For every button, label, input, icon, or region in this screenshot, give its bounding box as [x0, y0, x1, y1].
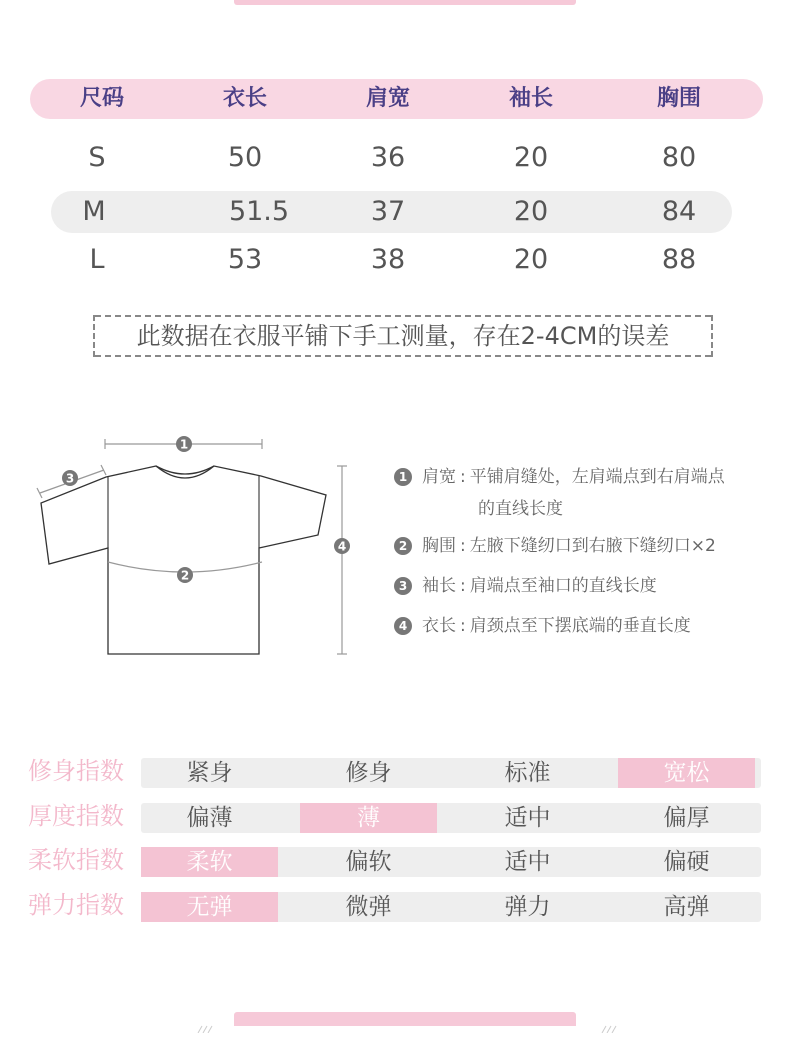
header-shoulder: 肩宽	[365, 86, 410, 111]
svg-text:4: 4	[337, 539, 347, 554]
thickness-index-bar	[141, 803, 761, 833]
body-length-line	[337, 466, 347, 654]
index-option: 偏厚	[663, 805, 710, 831]
cell-length: 50	[227, 142, 263, 173]
header-chest: 胸围	[656, 86, 701, 111]
svg-text:2: 2	[180, 568, 190, 583]
cell-chest: 80	[661, 142, 697, 173]
marker-1-icon	[176, 436, 192, 452]
decor-slash-right-icon	[600, 1018, 618, 1026]
cell-shoulder: 36	[370, 142, 406, 173]
number-4-icon: 4	[394, 617, 412, 635]
index-option: 偏硬	[663, 849, 710, 875]
top-section-bar	[234, 0, 576, 5]
legend-item-chest: 2 胸围 : 左腋下缝纫口到右腋下缝纫口×2	[394, 534, 716, 558]
elasticity-index-bar	[141, 892, 761, 922]
legend-item-shoulder-cont: 的直线长度	[478, 499, 563, 519]
elasticity-index-title: 弹力指数	[28, 891, 124, 919]
cell-sleeve: 20	[513, 196, 549, 227]
svg-text:3: 3	[65, 471, 75, 486]
index-option: 适中	[504, 805, 551, 831]
thickness-index-title: 厚度指数	[28, 802, 124, 830]
index-option-selected: 柔软	[141, 847, 278, 877]
cell-sleeve: 20	[513, 244, 549, 275]
index-option: 微弹	[345, 894, 392, 920]
number-3-icon: 3	[394, 577, 412, 595]
header-sleeve: 袖长	[508, 86, 553, 111]
index-option-selected: 无弹	[141, 892, 278, 922]
marker-3-icon	[62, 470, 78, 486]
index-option: 紧身	[186, 760, 233, 786]
bottom-section-bar	[234, 1012, 576, 1026]
cell-size: M	[82, 196, 106, 227]
index-option: 标准	[504, 760, 551, 786]
header-length: 衣长	[222, 86, 267, 111]
softness-index-bar	[141, 847, 761, 877]
cell-size: S	[88, 142, 106, 173]
fit-index-title: 修身指数	[28, 757, 124, 785]
index-option: 修身	[345, 760, 392, 786]
index-option: 适中	[504, 849, 551, 875]
number-2-icon: 2	[394, 537, 412, 555]
cell-chest: 84	[661, 196, 697, 227]
header-size: 尺码	[79, 86, 124, 111]
legend-item-shoulder: 1 肩宽 : 平铺肩缝处，左肩端点到右肩端点	[394, 465, 725, 489]
index-option-selected: 薄	[300, 803, 437, 833]
marker-4-icon	[334, 538, 350, 554]
tshirt-measure-diagram	[30, 430, 370, 670]
index-option-selected: 宽松	[618, 758, 755, 788]
measurement-note-text: 此数据在衣服平铺下手工测量，存在2-4CM的误差	[136, 322, 670, 350]
tshirt-outline	[41, 466, 326, 654]
cell-sleeve: 20	[513, 142, 549, 173]
cell-shoulder: 38	[370, 244, 406, 275]
softness-index-title: 柔软指数	[28, 846, 124, 874]
measurement-note	[93, 315, 713, 357]
index-option: 弹力	[504, 894, 551, 920]
svg-text:1: 1	[179, 437, 189, 452]
cell-length: 53	[227, 244, 263, 275]
index-option: 偏薄	[186, 805, 233, 831]
index-option: 高弹	[663, 894, 710, 920]
fit-index-bar	[141, 758, 761, 788]
number-1-icon: 1	[394, 468, 412, 486]
cell-chest: 88	[661, 244, 697, 275]
decor-slash-left-icon	[196, 1018, 214, 1026]
cell-size: L	[89, 244, 105, 275]
legend-item-length: 4 衣长 : 肩颈点至下摆底端的垂直长度	[394, 614, 691, 638]
legend-item-sleeve: 3 袖长 : 肩端点至袖口的直线长度	[394, 574, 657, 598]
cell-shoulder: 37	[370, 196, 406, 227]
marker-2-icon	[177, 567, 193, 583]
index-option: 偏软	[345, 849, 392, 875]
cell-length: 51.5	[228, 196, 290, 227]
